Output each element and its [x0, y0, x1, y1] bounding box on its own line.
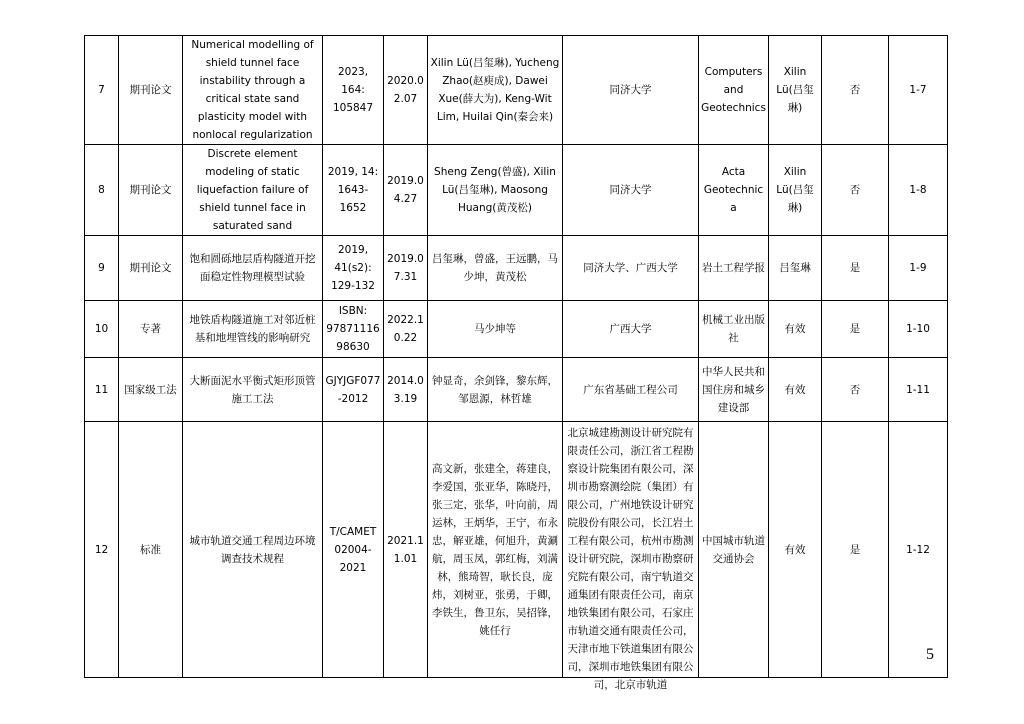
- item-holder: 有效: [769, 422, 822, 678]
- item-organization: [563, 422, 699, 691]
- item-authors: 马少坤等: [428, 301, 563, 358]
- publication-info: 2019, 14: 1643-1652: [323, 145, 384, 236]
- item-date: 2020.02.07: [384, 36, 428, 145]
- table-row: [85, 358, 948, 422]
- item-title: Discrete element modeling of static liquefaction failure of shield tunnel face in saturated sand: [183, 145, 323, 236]
- item-type: 期刊论文: [119, 145, 183, 236]
- table-row: [85, 36, 948, 145]
- item-holder: 有效: [769, 301, 822, 358]
- item-holder: Xilin Lü(吕玺琳): [769, 145, 822, 236]
- item-type: 期刊论文: [119, 236, 183, 301]
- item-date: 2014.03.19: [384, 358, 428, 422]
- publication-info: 2019, 41(s2): 129-132: [323, 236, 384, 301]
- item-venue: 中国城市轨道交通协会: [699, 422, 769, 678]
- table-row: [85, 145, 948, 236]
- item-organization: 同济大学: [563, 145, 699, 236]
- item-venue: 中华人民共和国住房和城乡建设部: [699, 358, 769, 422]
- item-flag: 是: [822, 301, 889, 358]
- item-authors: Xilin Lü(吕玺琳), Yucheng Zhao(赵庾成), Dawei Xue(薛大为), Keng-Wit Lim, Huilai Qin(秦会来): [428, 36, 563, 145]
- item-venue: 岩土工程学报: [699, 236, 769, 301]
- item-type: 期刊论文: [119, 36, 183, 145]
- item-authors: Sheng Zeng(曾盛), Xilin Lü(吕玺琳), Maosong Huang(黄茂松): [428, 145, 563, 236]
- item-organization: 同济大学、广西大学: [563, 236, 699, 301]
- table-row: [85, 301, 948, 358]
- item-date: 2019.07.31: [384, 236, 428, 301]
- row-number: 10: [85, 301, 119, 358]
- organization-list: 北京城建勘测设计研究院有限责任公司，浙江省工程勘察设计院集团有限公司，深圳市勘察测绘院（集团）有限公司，广州地铁设计研究院股份有限公司，长江岩土工程有限公司，杭州市勘测设计研究院，深圳市勘察研究院有限公司，南宁轨道交通集团有限责任公司，南京地铁集团有限公司，石家庄市轨道交通有限责任公司，天津市地下铁道集团有限公司，深圳市地铁集团有限公司，北京市轨道: [567, 427, 694, 691]
- item-holder: 吕玺琳: [769, 236, 822, 301]
- attachment-ref: 1-7: [889, 36, 948, 145]
- item-organization: 广东省基础工程公司: [563, 358, 699, 422]
- item-flag: 是: [822, 422, 889, 678]
- item-flag: 否: [822, 145, 889, 236]
- attachment-ref: 1-9: [889, 236, 948, 301]
- attachment-ref: 1-12: [889, 422, 948, 678]
- item-title: Numerical modelling of shield tunnel face instability through a critical state sand plasticity model with nonlocal regularization: [183, 36, 323, 145]
- item-flag: 是: [822, 236, 889, 301]
- page-number: 5: [926, 646, 934, 663]
- item-venue: Acta Geotechnica: [699, 145, 769, 236]
- attachment-ref: 1-11: [889, 358, 948, 422]
- item-authors: 吕玺琳，曾盛，王远鹏，马少坤，黄茂松: [428, 236, 563, 301]
- publication-info: GJYJGF077-2012: [323, 358, 384, 422]
- attachment-ref: 1-10: [889, 301, 948, 358]
- item-type: 标准: [119, 422, 183, 678]
- item-date: 2019.04.27: [384, 145, 428, 236]
- table-row: [85, 422, 948, 678]
- item-organization: 同济大学: [563, 36, 699, 145]
- row-number: 8: [85, 145, 119, 236]
- row-number: 7: [85, 36, 119, 145]
- row-number: 12: [85, 422, 119, 678]
- item-venue: 机械工业出版社: [699, 301, 769, 358]
- item-date: 2021.11.01: [384, 422, 428, 678]
- publication-info: 2023, 164: 105847: [323, 36, 384, 145]
- item-title: 地铁盾构隧道施工对邻近桩基和地埋管线的影响研究: [183, 301, 323, 358]
- attachment-ref: 1-8: [889, 145, 948, 236]
- item-holder: 有效: [769, 358, 822, 422]
- item-flag: 否: [822, 358, 889, 422]
- item-authors: 高文新，张建全，蒋建良，李爱国，张亚华，陈晓丹，张三定，张华，叶向前，周运林，王炳华，王宁，布永忠，解亚雄，何旭升，黄涮航，周玉凤，郭红梅，刘满林，熊琦智，耿长良，庞炜，刘树亚，张勇，于卿，李铁生，鲁卫东，吴招锋，姚任行: [428, 422, 563, 678]
- publication-info: ISBN: 9787111698630: [323, 301, 384, 358]
- item-title: 城市轨道交通工程周边环境调查技术规程: [183, 422, 323, 678]
- item-title: 大断面泥水平衡式矩形顶管施工工法: [183, 358, 323, 422]
- item-type: 专著: [119, 301, 183, 358]
- row-number: 9: [85, 236, 119, 301]
- item-authors: 钟显奇，余剑锋，黎东辉，邹恩源，林哲雄: [428, 358, 563, 422]
- publication-info: T/CAMET 02004-2021: [323, 422, 384, 678]
- item-date: 2022.10.22: [384, 301, 428, 358]
- item-venue: Computers and Geotechnics: [699, 36, 769, 145]
- table-row: [85, 236, 948, 301]
- item-flag: 否: [822, 36, 889, 145]
- item-holder: Xilin Lü(吕玺琳): [769, 36, 822, 145]
- item-organization: 广西大学: [563, 301, 699, 358]
- item-title: 饱和圆砾地层盾构隧道开挖面稳定性物理模型试验: [183, 236, 323, 301]
- achievements-table: [84, 35, 948, 691]
- row-number: 11: [85, 358, 119, 422]
- item-type: 国家级工法: [119, 358, 183, 422]
